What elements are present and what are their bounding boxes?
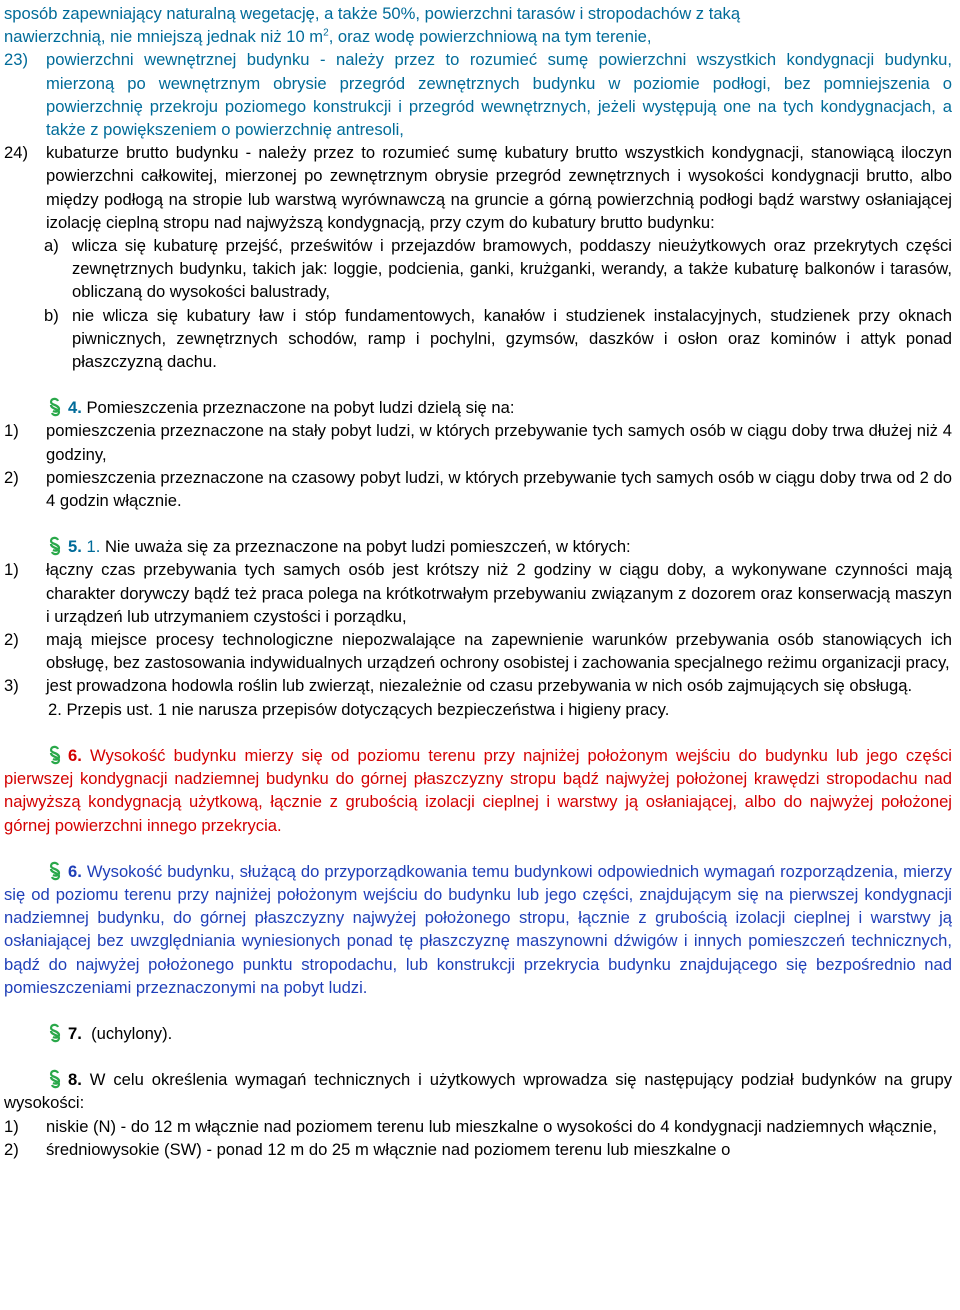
item-text: mają miejsce procesy technologiczne niepozwalające na zapewnienie warunków przebywania osób stanowiących ich obsługę, bez zastosowania indywidualnych urządzeń ochrony osobistej i zachowania specjalnego reżimu organizacji pracy,	[46, 630, 952, 673]
section-8-item-1	[4, 1115, 952, 1138]
sub-item-text: wlicza się kubaturę przejść, prześwitów i przejazdów bramowych, poddaszy nieużytkowych oraz przekrytych części zewnętrznych budynku, takich jak: loggie, podcienia, ganki, krużganki, werandy, a także kubaturę balkonów i tarasów, obliczaną do wysokości balustrady,	[72, 236, 952, 302]
definition-item-24	[4, 141, 952, 234]
section-sign-icon	[48, 1069, 62, 1089]
section-4-item-2	[4, 466, 952, 512]
sub-item-letter: a)	[44, 236, 59, 256]
item-number: 24)	[4, 143, 28, 163]
item-number: 1)	[4, 421, 19, 441]
definition-item-23	[4, 48, 952, 141]
item-text: kubaturze brutto budynku - należy przez to rozumieć sumę kubatury brutto wszystkich kondygnacji, stanowiącą iloczyn powierzchni całkowitej, mierzonej po zewnętrznym obrysie przegród zewnętrznych i wysokości kondygnacji brutto, albo między podłogą na stropie lub warstwą wyrównawczą na gruncie a górną powierzchnią podłogi bądź warstwy osłaniającej izolację cieplną stropu nad najwyższą kondygnacją, przy czym do kubatury brutto budynku:	[46, 143, 952, 232]
sub-item-letter: b)	[44, 305, 59, 325]
sub-item-b	[4, 304, 952, 374]
item-number: 3)	[4, 676, 19, 696]
section-sign-icon	[48, 1023, 62, 1043]
section-sign-icon	[48, 397, 62, 417]
item-text: pomieszczenia przeznaczone na stały pobyt ludzi, w których przebywanie tych samych osób w ciągu doby trwa dłużej niż 4 godziny,	[46, 421, 952, 464]
section-sign-icon	[48, 745, 62, 765]
section-intro: Pomieszczenia przeznaczone na pobyt ludzi dzielą się na:	[86, 398, 515, 418]
item-number: 2)	[4, 630, 19, 650]
continuation-line-2: nawierzchnią, nie mniejszą jednak niż 10 m	[4, 27, 324, 47]
item-number: 23)	[4, 50, 28, 70]
section-4-item-1	[4, 419, 952, 465]
section-5-ust-2	[4, 698, 952, 721]
section-text: Wysokość budynku mierzy się od poziomu terenu przy najniżej położonym wejściu do budynku lub jego części pierwszej kondygnacji nadziemnej budynku do górnej płaszczyzny stropu bądź najwyżej położonej krawędzi stropodachu nad najwyższą kondygnacją użytkową, łącznie z grubością izolacji cieplnej i warstwy ją osłaniającej, albo do najwyżej położonej górnej powierzchni innego przekrycia.	[4, 745, 952, 835]
section-8	[4, 1068, 952, 1114]
sub-item-text: nie wlicza się kubatury ław i stóp fundamentowych, kanałów i studzienek instalacyjnych, studzienek przy oknach piwnicznych, zewnętrznych schodów, ramp i pochylni, gzymsów, daszków i osłon oraz kominów i attyk ponad płaszczyzną dachu.	[72, 305, 952, 372]
ust-2-text: 2. Przepis ust. 1 nie narusza przepisów dotyczących bezpieczeństwa i higieny pracy.	[48, 699, 670, 719]
section-intro: Nie uważa się za przeznaczone na pobyt ludzi pomieszczeń, w których:	[104, 537, 631, 557]
section-6-new	[4, 860, 952, 999]
section-sign-icon	[48, 861, 62, 881]
section-number: 7.	[68, 1023, 82, 1043]
section-6-old	[4, 744, 952, 837]
section-7	[4, 1022, 952, 1045]
section-4	[4, 396, 952, 419]
section-text: Wysokość budynku, służącą do przyporządkowania temu budynkowi odpowiednich wymagań rozporządzenia, mierzy się od poziomu terenu przy najniżej położonym wejściu do budynku lub jego części, znajdującym się na pierwszej kondygnacji nadziemnej budynku, do górnej płaszczyzny najwyżej położonego stropu, łącznie z grubością izolacji cieplnej i warstwy ją osłaniającej bez uwzględniania wyniesionych ponad tę płaszczyznę maszynowni dźwigów i innych pomieszczeń technicznych, bądź do najwyżej położonego punktu stropodachu, lub konstrukcji przekrycia budynku znajdującego się bezpośrednio nad pomieszczeniami przeznaczonymi na pobyt ludzi.	[4, 861, 952, 997]
continuation-line-2-end: , oraz wodę powierzchniową na tym terenie,	[328, 27, 652, 47]
section-5	[4, 535, 952, 558]
item-text: niskie (N) - do 12 m włącznie nad poziomem terenu lub mieszkalne o wysokości do 4 kondygnacji nadziemnych włącznie,	[46, 1116, 937, 1136]
section-8-item-2	[4, 1138, 952, 1161]
section-number: 8.	[68, 1070, 82, 1090]
item-text: powierzchni wewnętrznej budynku - należy przez to rozumieć sumę powierzchni wszystkich kondygnacji budynku, mierzoną po wewnętrznym obrysie przegród zewnętrznych budynku w poziomie podłogi, bez pomniejszenia o powierzchnię przekroju poziomego konstrukcji i przegród wewnętrznych, jeżeli występują one na tych kondygnacjach, a także z powiększeniem o powierzchnię antresoli,	[46, 50, 952, 140]
section-5-item-3	[4, 674, 952, 697]
continuation-line-1: sposób zapewniający naturalną wegetację, a także 50%, powierzchni tarasów i stropodachów z taką	[4, 4, 741, 23]
section-5-item-1	[4, 558, 952, 628]
item-text: pomieszczenia przeznaczone na czasowy pobyt ludzi, w których przebywanie tych samych osób w ciągu doby trwa od 2 do 4 godzin włącznie.	[46, 467, 952, 511]
section-number: 6.	[68, 745, 82, 765]
item-text: średniowysokie (SW) - ponad 12 m do 25 m włącznie nad poziomem terenu lub mieszkalne o	[46, 1139, 731, 1159]
section-number: 6.	[68, 861, 82, 881]
item-text: jest prowadzona hodowla roślin lub zwierząt, niezależnie od czasu przebywania w nich osób zajmujących się obsługą.	[46, 676, 913, 696]
item-number: 1)	[4, 1116, 19, 1136]
item-number: 1)	[4, 560, 19, 580]
continuation-paragraph	[4, 2, 952, 48]
section-number: 4.	[68, 398, 82, 418]
item-number: 2)	[4, 467, 19, 487]
section-number: 5.	[68, 537, 82, 557]
section-5-item-2	[4, 628, 952, 674]
section-text: W celu określenia wymagań technicznych i użytkowych wprowadza się następujący podział budynków na grupy wysokości:	[4, 1070, 952, 1113]
ust-number: 1.	[86, 537, 101, 557]
item-number: 2)	[4, 1139, 19, 1159]
section-text: (uchylony).	[91, 1023, 173, 1043]
item-text: łączny czas przebywania tych samych osób jest krótszy niż 2 godziny w ciągu doby, a wykonywane czynności mają charakter dorywczy bądź też praca polega na krótkotrwałym przebywaniu związanym z dozorem oraz konserwacją maszyn i urządzeń lub utrzymaniem czystości i porządku,	[46, 560, 952, 626]
sub-item-a	[4, 234, 952, 304]
section-sign-icon	[48, 536, 62, 556]
superscript-2: 2	[323, 27, 329, 39]
